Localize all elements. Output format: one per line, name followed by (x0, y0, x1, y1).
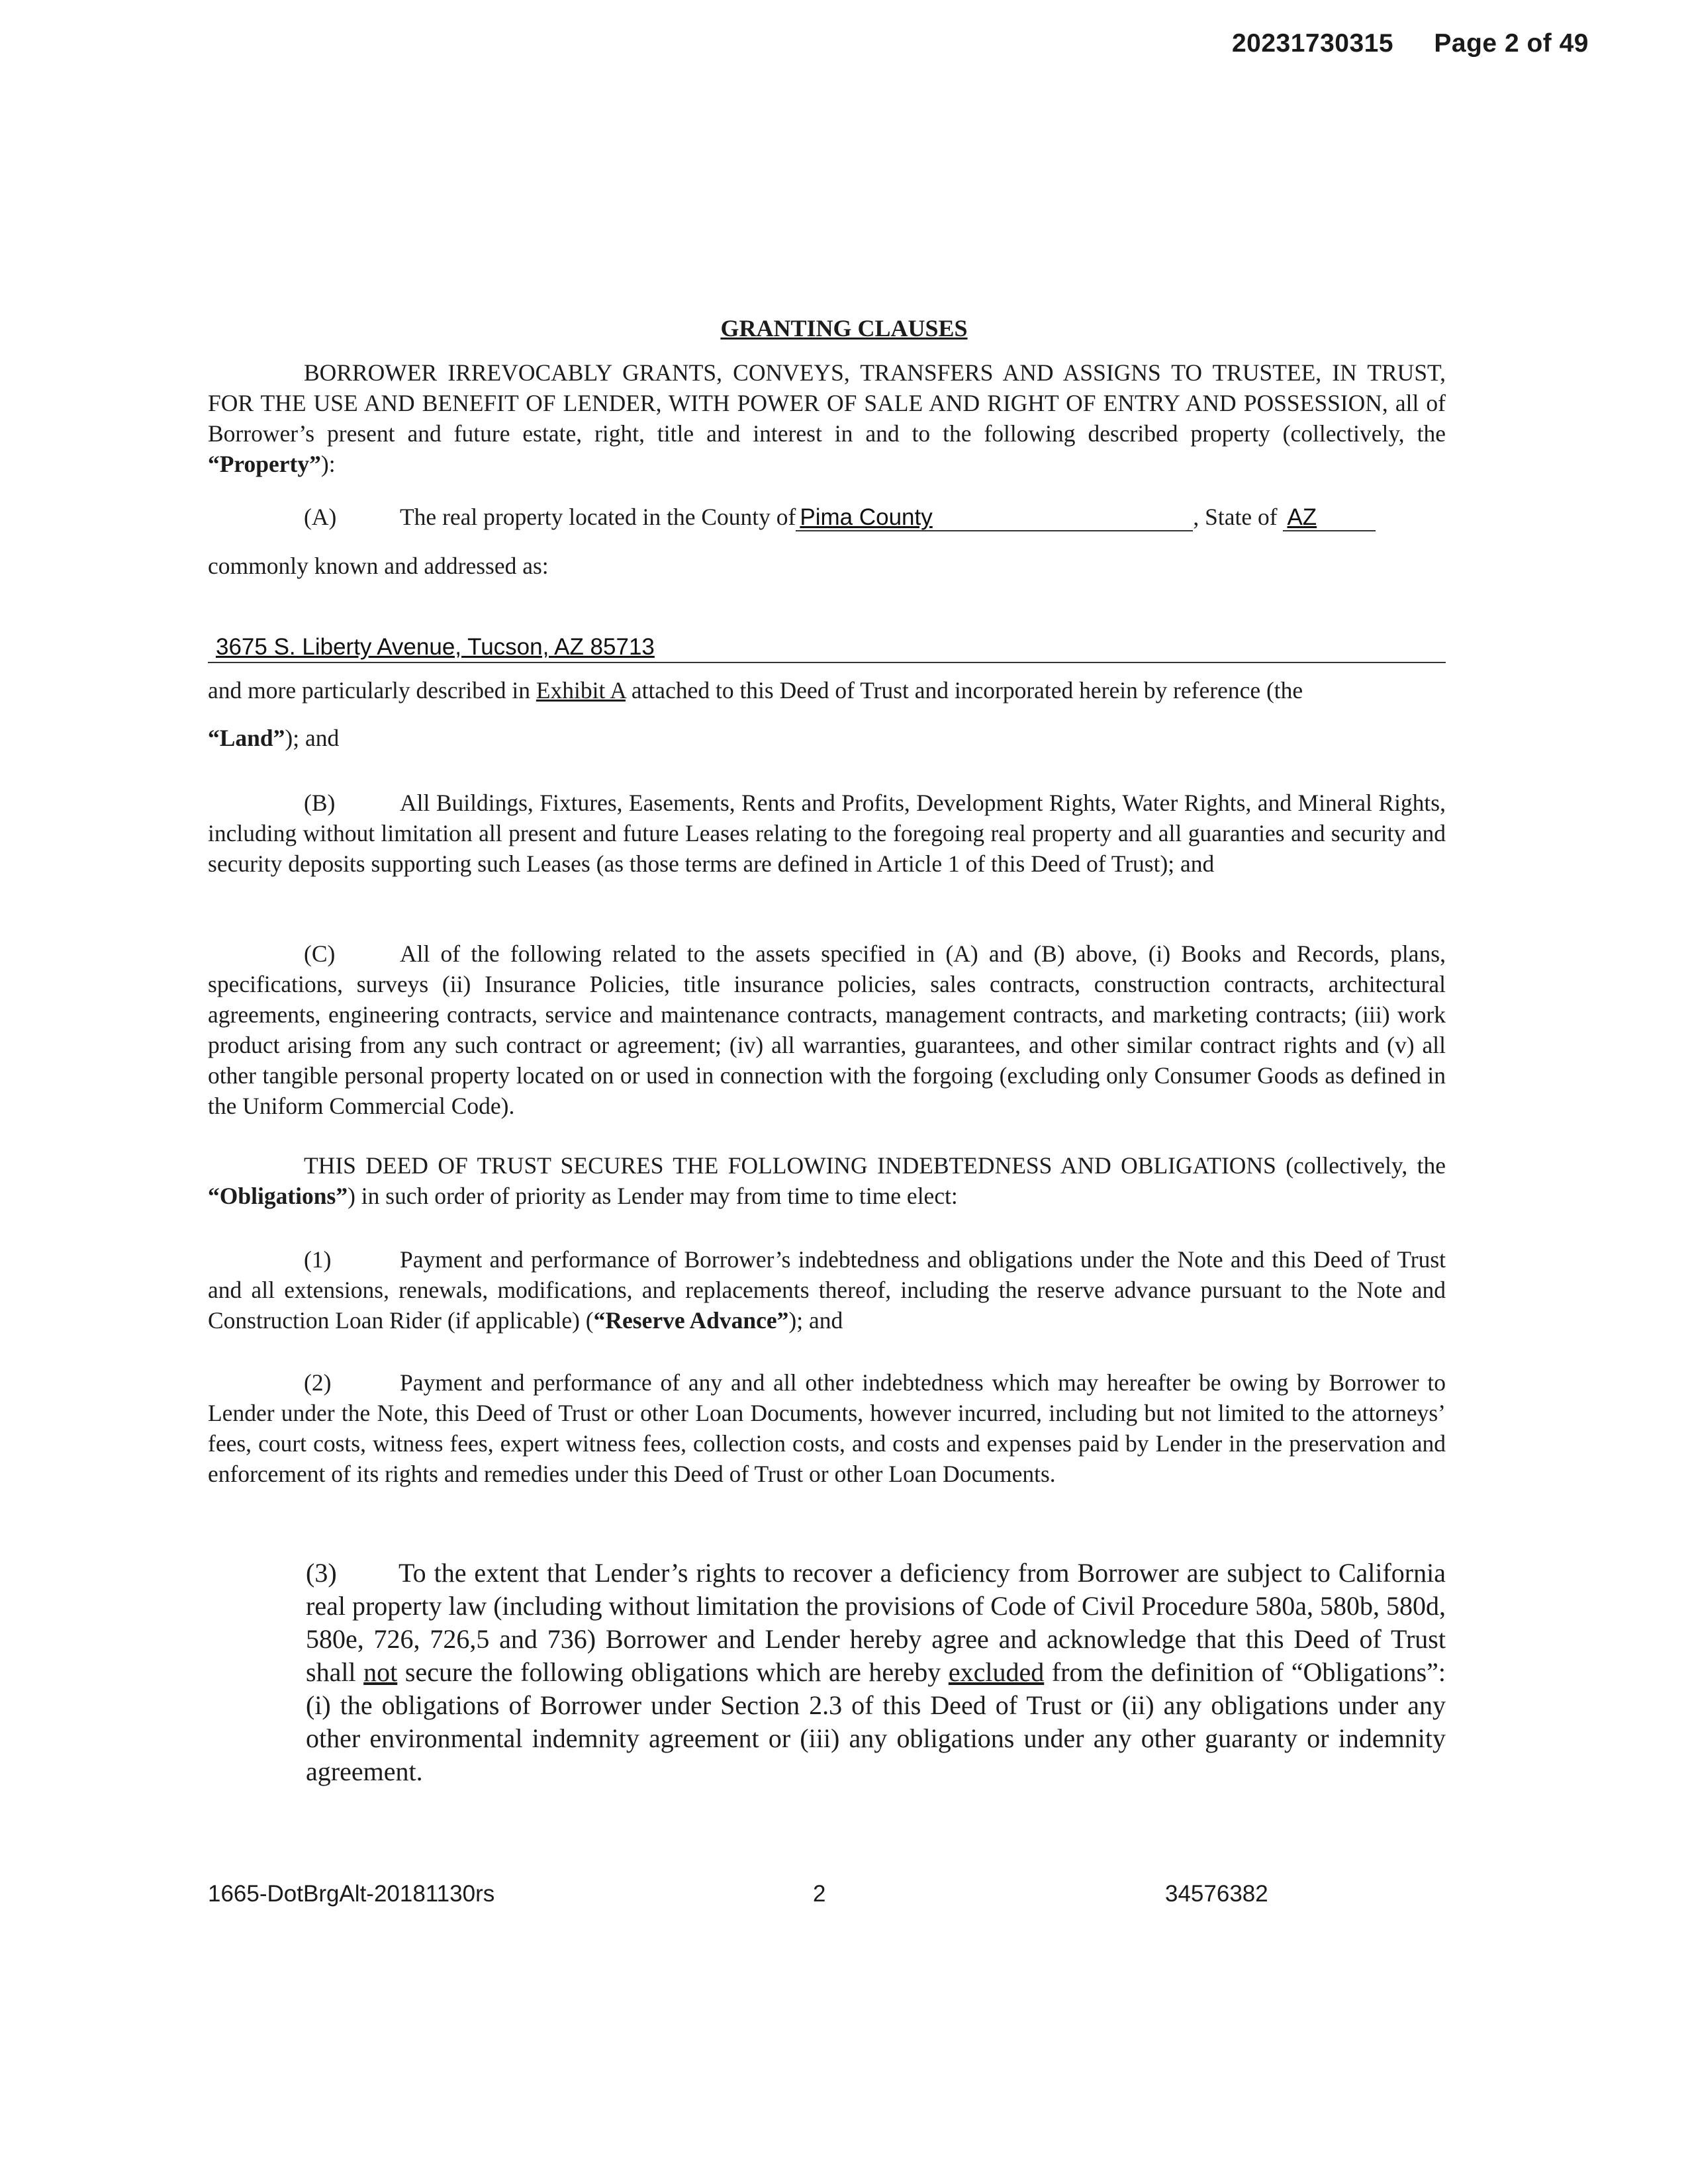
reserve-advance-term: “Reserve Advance” (593, 1307, 789, 1334)
clause-b-label: (B) (304, 790, 336, 816)
item-3-label: (3) (306, 1558, 337, 1588)
state-value: AZ (1287, 504, 1317, 530)
exhibit-a-reference: Exhibit A (536, 677, 626, 704)
clause-c-label: (C) (304, 940, 336, 967)
footer-page-number: 2 (813, 1881, 826, 1907)
item-1-label: (1) (304, 1246, 332, 1273)
footer-loan-number: 34576382 (1165, 1881, 1268, 1907)
obligation-item-3: (3) To the extent that Lender’s rights to recover a deficiency from Borrower are subject to California real property law (including without limitation the provisions of Code of Civil Procedure 580a, 580b, 580d, 580e, 726, 726,5 and 736) Borrower and Lender hereby agree and acknowledge that this Deed of Trust shall not secure the following obligations which are hereby excluded from the definition of “Obligations”: (i) the obligations of Borrower under Section 2.3 of this Deed of Trust or (ii) any obligations under any other environmental indemnity agreement or (iii) any obligations under any other guaranty or indemnity agreement. (306, 1558, 1446, 1786)
clause-a-description: and more particularly described in Exhibit A attached to this Deed of Trust and incorporated herein by reference (the “Land”); and (208, 677, 1303, 751)
address-value: 3675 S. Liberty Avenue, Tucson, AZ 85713 (216, 634, 655, 660)
land-term: “Land” (208, 725, 285, 751)
obligations-term: “Obligations” (208, 1183, 348, 1209)
secures-paragraph: THIS DEED OF TRUST SECURES THE FOLLOWING INDEBTEDNESS AND OBLIGATIONS (collectively, the “Obligations”) in such order of priority as Lender may from time to time elect: (208, 1152, 1446, 1209)
document-number: 20231730315 (1231, 29, 1394, 58)
intro-paragraph: BORROWER IRREVOCABLY GRANTS, CONVEYS, TRANSFERS AND ASSIGNS TO TRUSTEE, IN TRUST, FOR THE USE AND BENEFIT OF LENDER, WITH POWER OF SALE AND RIGHT OF ENTRY AND POSSESSION, all of Borrower’s present and future estate, right, title and interest in and to the following described property (collectively, the “Property”): (208, 359, 1446, 477)
recording-header (1232, 29, 1589, 58)
clause-a-label: (A) (304, 504, 337, 530)
item-2-label: (2) (304, 1369, 332, 1396)
clause-c-paragraph: (C) All of the following related to the assets specified in (A) and (B) above, (i) Books and Records, plans, specifications, surveys (ii) Insurance Policies, title insurance policies, sales contracts, construction contracts, architectural agreements, engineering contracts, service and maintenance contracts, management contracts, and marketing contracts; (iii) work product arising from any such contract or agreement; (iv) all warranties, guarantees, and other similar contract rights and (v) all other tangible personal property located on or used in connection with the forgoing (excluding only Consumer Goods as defined in the Uniform Commercial Code). (208, 938, 1446, 1121)
section-title: GRANTING CLAUSES (720, 315, 968, 341)
clause-b-paragraph: (B) All Buildings, Fixtures, Easements, Rents and Profits, Development Rights, Water Rights, and Mineral Rights, including without limitation all present and future Leases relating to the foregoing real property and all guaranties and security and security deposits supporting such Leases (as those terms are defined in Article 1 of this Deed of Trust); and (208, 788, 1446, 879)
obligation-item-2: (2) Payment and performance of any and all other indebtedness which may hereafter be owing by Borrower to Lender under the Note, this Deed of Trust or other Loan Documents, however incurred, including but not limited to the attorneys’ fees, court costs, witness fees, expert witness fees, collection costs, and costs and expenses paid by Lender in the preservation and enforcement of its rights and remedies under this Deed of Trust or other Loan Documents. (208, 1367, 1446, 1489)
county-field (796, 504, 1193, 531)
county-value: Pima County (800, 504, 933, 530)
state-field (1283, 504, 1376, 531)
obligation-item-1: (1) Payment and performance of Borrower’s indebtedness and obligations under the Note and this Deed of Trust and all extensions, renewals, modifications, and replacements thereof, including the reserve advance pursuant to the Note and Construction Loan Rider (if applicable) (“Reserve Advance”); and (208, 1244, 1446, 1336)
intro-text: BORROWER IRREVOCABLY GRANTS, CONVEYS, TRANSFERS AND ASSIGNS TO TRUSTEE, IN TRUST, FOR THE USE AND BENEFIT OF LENDER, WITH POWER OF SALE AND RIGHT OF ENTRY AND POSSESSION, all of Borrower’s present and future estate, right, title and interest in and to the following described property (collectively, the (208, 359, 1446, 447)
clause-a-commonly-known: commonly known and addressed as: (208, 553, 549, 579)
address-field (208, 629, 1446, 663)
excluded-emphasis: excluded (948, 1657, 1045, 1687)
footer-form-id: 1665-DotBrgAlt-20181130rs (208, 1881, 495, 1907)
not-emphasis: not (363, 1657, 398, 1687)
page-indicator: Page 2 of 49 (1434, 29, 1589, 58)
clause-a-line: (A) The real property located in the County of Pima County , State of AZ (208, 502, 1446, 532)
property-term: “Property” (208, 451, 321, 477)
